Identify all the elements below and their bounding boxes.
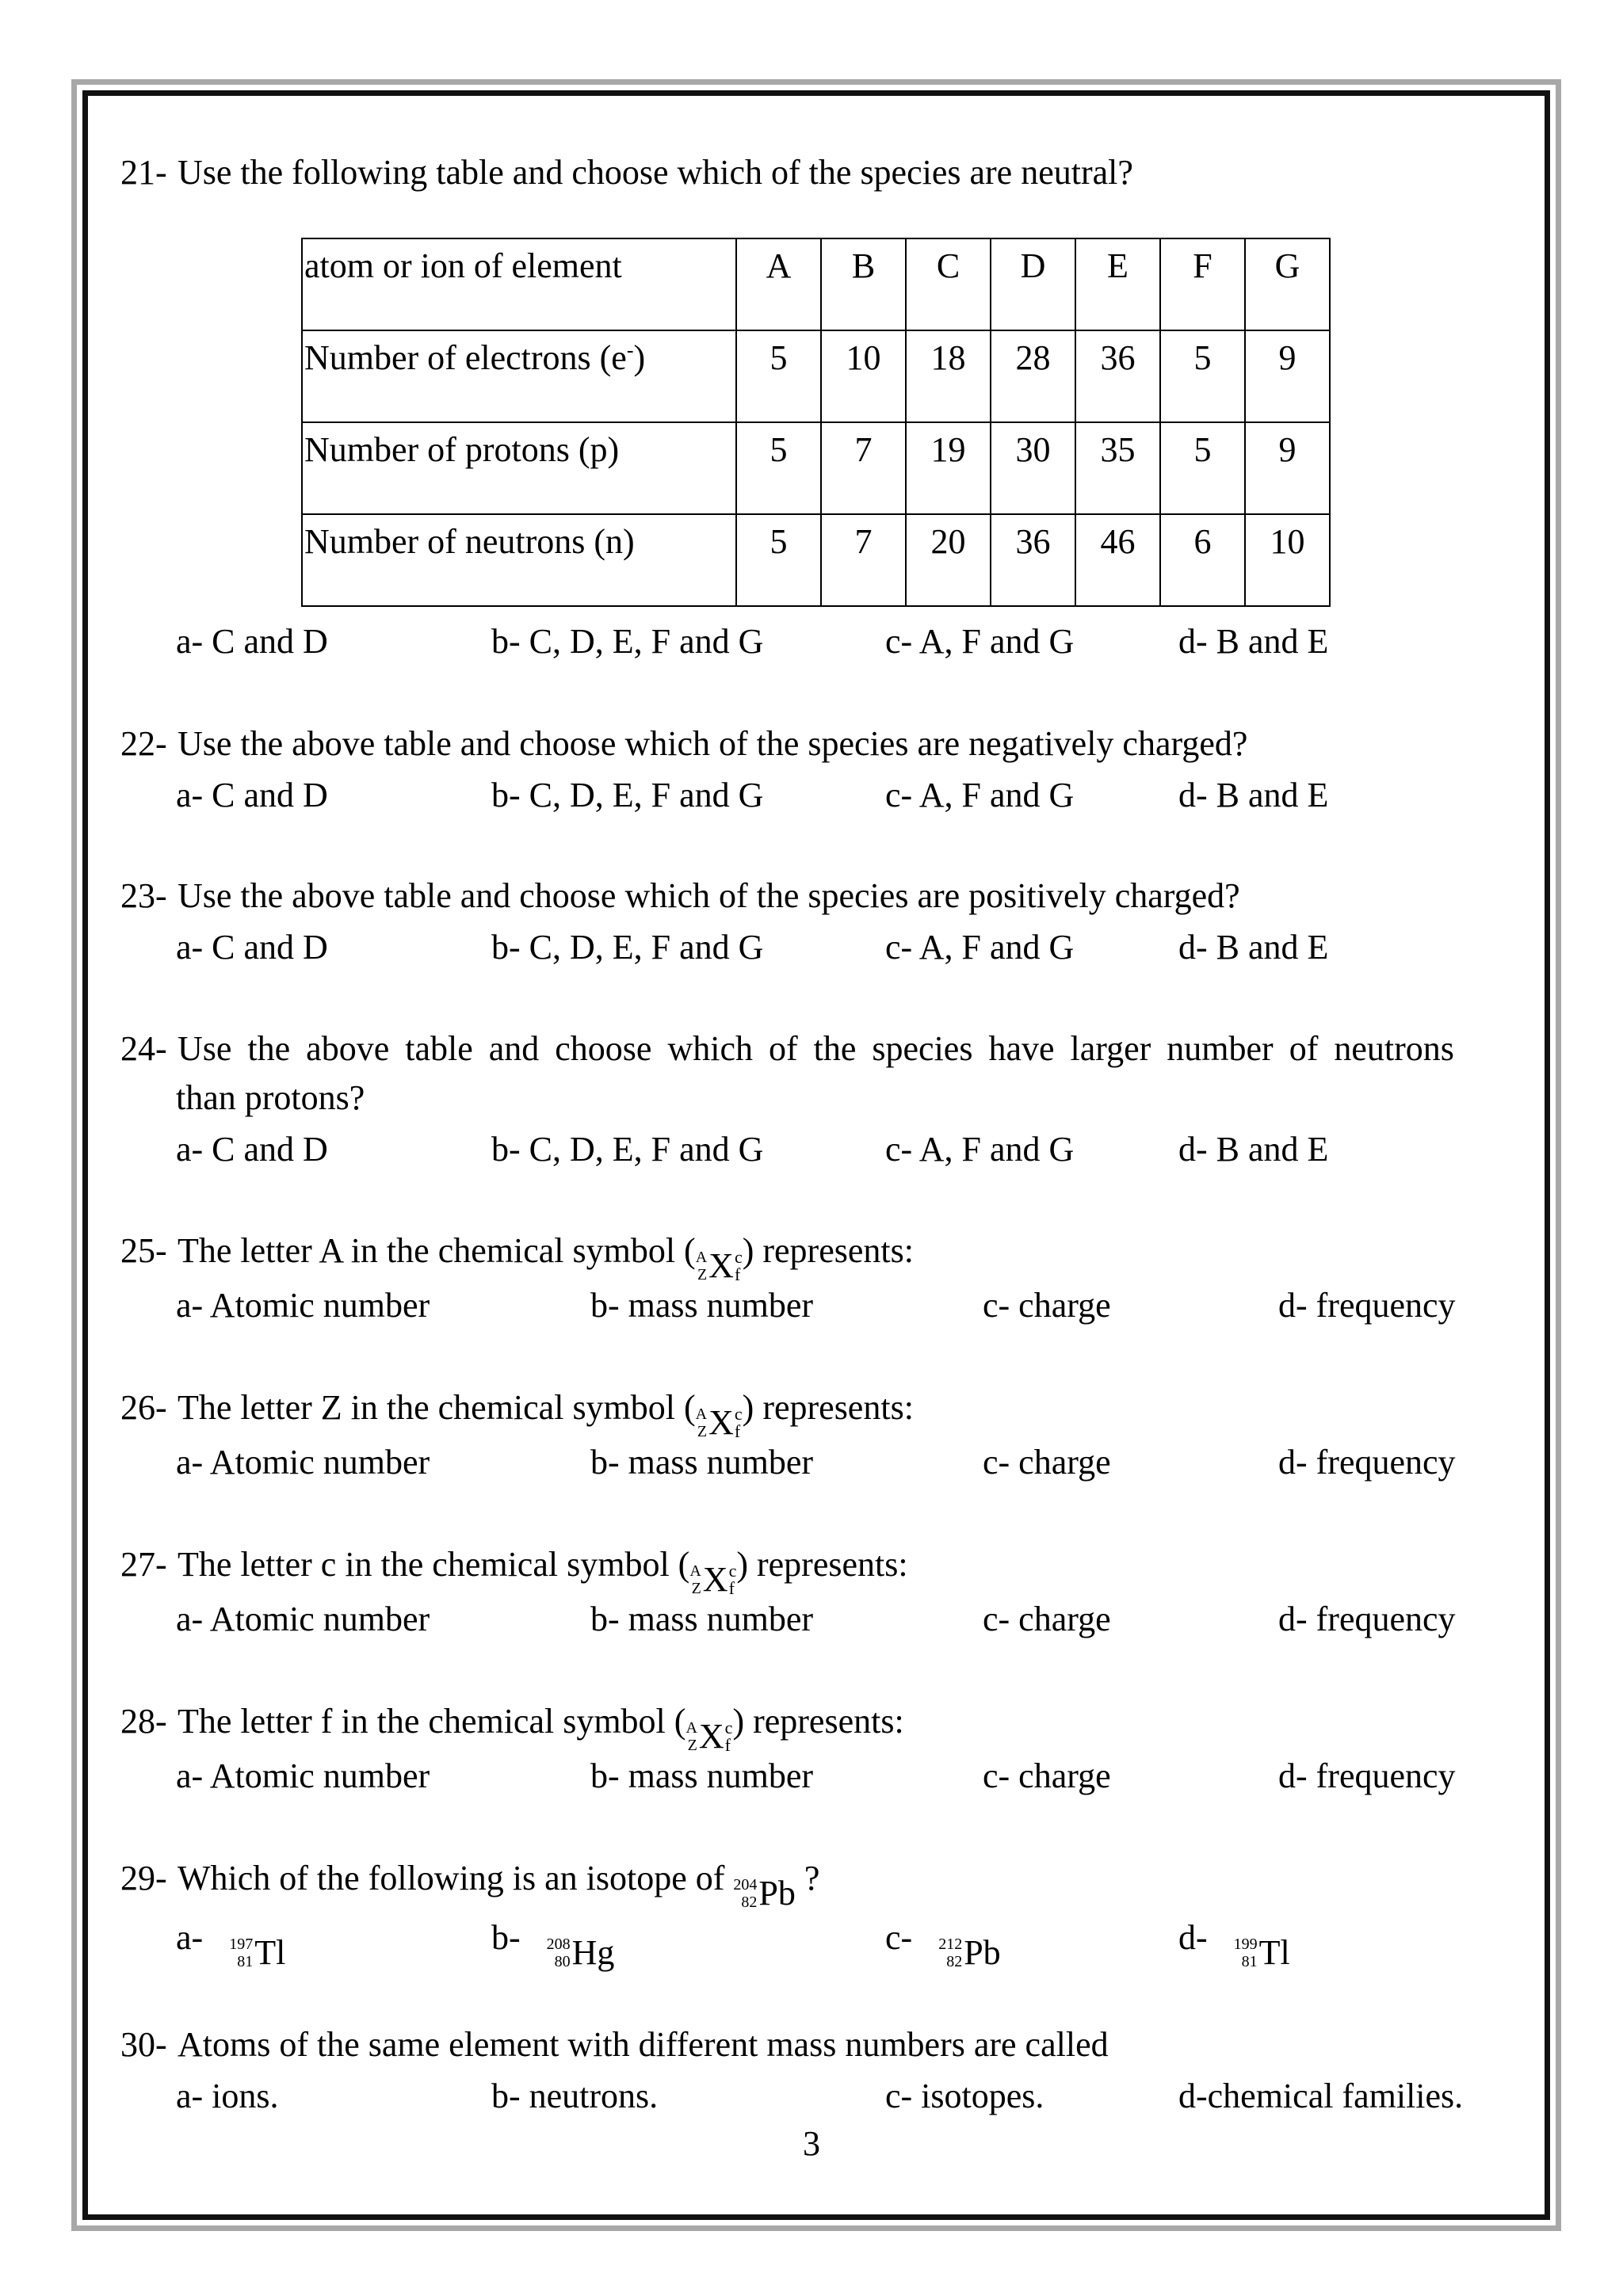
atomic-letter: Z [687, 1737, 697, 1754]
table-header-cell: C [906, 238, 991, 330]
question-text-pre: The letter c in the chemical symbol ( [178, 1545, 690, 1584]
option-prefix: a- [176, 1918, 204, 1957]
question-number: 23- [120, 876, 167, 915]
table-row-neutrons [302, 514, 1330, 606]
q28-option-d[interactable]: d- frequency [1278, 1756, 1456, 1795]
question-text-pre: The letter A in the chemical symbol ( [178, 1231, 696, 1270]
q27-option-b[interactable]: b- mass number [590, 1600, 814, 1638]
mass-letter: A [695, 1405, 708, 1423]
question-25 [120, 1230, 914, 1287]
q24-option-a[interactable]: a- C and D [176, 1130, 328, 1169]
q22-option-d[interactable]: d- B and E [1178, 776, 1329, 814]
q21-option-c[interactable]: c- A, F and G [885, 622, 1075, 661]
table-header-cell: E [1075, 238, 1160, 330]
table-cell: 5 [1160, 330, 1245, 422]
table-cell: 10 [821, 330, 906, 422]
element-letter: X [708, 1403, 734, 1442]
question-27 [120, 1544, 908, 1600]
table-cell: 35 [1075, 422, 1160, 514]
table-cell: 46 [1075, 514, 1160, 606]
atomic-letter: Z [697, 1266, 708, 1283]
table-cell: 9 [1245, 422, 1330, 514]
q29-option-d[interactable] [1178, 1917, 1290, 1974]
mass-number: 204 [733, 1876, 758, 1894]
nuclide-indices [1234, 1936, 1258, 1970]
q23-option-c[interactable]: c- A, F and G [885, 928, 1075, 967]
table-cell: 36 [991, 514, 1075, 606]
question-text-pre: The letter f in the chemical symbol ( [178, 1702, 686, 1741]
question-text-post: ) represents: [742, 1231, 914, 1270]
chemical-symbol [689, 1559, 736, 1600]
question-number: 24- [120, 1029, 167, 1068]
table-cell: 30 [991, 422, 1075, 514]
question-26 [120, 1387, 914, 1444]
table-header-cell: G [1245, 238, 1330, 330]
nuclide-indices [547, 1936, 571, 1970]
q26-option-d[interactable]: d- frequency [1278, 1443, 1456, 1482]
table-row-label [302, 330, 736, 422]
q23-option-a[interactable]: a- C and D [176, 928, 328, 967]
q26-option-c[interactable]: c- charge [983, 1443, 1111, 1482]
element-symbol: Pb [758, 1874, 796, 1913]
question-24 [120, 1028, 1454, 1070]
question-text-post: ) represents: [732, 1702, 904, 1741]
q25-option-a[interactable]: a- Atomic number [176, 1286, 430, 1325]
question-21 [120, 152, 1133, 193]
question-text: Atoms of the same element with different mass numbers are called [178, 2025, 1109, 2064]
option-prefix: b- [491, 1918, 521, 1957]
question-23 [120, 875, 1240, 917]
charge-letter: c [734, 1247, 743, 1267]
q29-option-a[interactable] [176, 1917, 285, 1974]
atomic-letter: Z [691, 1580, 701, 1597]
question-22 [120, 723, 1247, 765]
table-cell: 28 [991, 330, 1075, 422]
table-row-label: Number of protons (p) [302, 422, 736, 514]
atomic-number: 82 [741, 1894, 758, 1911]
table-header-cell: A [736, 238, 821, 330]
element-symbol: Pb [964, 1933, 1001, 1972]
charge-letter: c [724, 1718, 733, 1737]
mass-number: 208 [546, 1936, 571, 1953]
atomic-number: 82 [946, 1953, 963, 1970]
element-symbol: Tl [1258, 1933, 1290, 1972]
question-text-line1: Use the above table and choose which of the species have larger number of neutrons [178, 1029, 1454, 1068]
page-number: 3 [803, 2124, 820, 2163]
q30-option-a[interactable]: a- ions. [176, 2077, 279, 2115]
table-row-label: atom or ion of element [302, 238, 736, 330]
table-cell: 5 [736, 514, 821, 606]
table-cell: 5 [1160, 422, 1245, 514]
element-letter: X [698, 1717, 724, 1756]
mass-letter: A [689, 1562, 701, 1580]
question-30 [120, 2024, 1109, 2065]
mass-letter: A [685, 1719, 697, 1737]
frequency-letter: f [734, 1421, 741, 1441]
symbol-left-indices [689, 1562, 701, 1597]
element-symbol: Hg [571, 1933, 615, 1972]
frequency-letter: f [734, 1264, 741, 1284]
q29-option-c[interactable] [885, 1917, 1001, 1974]
symbol-left-indices [696, 1249, 707, 1283]
nuclide-symbol [938, 1932, 1000, 1974]
table-header-cell: F [1160, 238, 1245, 330]
symbol-left-indices [696, 1405, 707, 1440]
nuclide-indices [938, 1936, 962, 1970]
table-cell: 19 [906, 422, 991, 514]
table-row-header [302, 238, 1330, 330]
element-letter: X [702, 1560, 728, 1599]
question-text-post: ? [795, 1859, 820, 1897]
q29-option-b[interactable] [491, 1917, 614, 1974]
q28-option-c[interactable]: c- charge [983, 1756, 1111, 1795]
q25-option-b[interactable]: b- mass number [590, 1286, 814, 1325]
charge-letter: c [728, 1561, 737, 1581]
table-header-cell: B [821, 238, 906, 330]
atomic-letter: Z [697, 1423, 708, 1440]
question-text-line2: than protons? [176, 1078, 365, 1117]
question-text: Use the above table and choose which of the species are positively charged? [178, 876, 1240, 915]
question-text-pre: The letter Z in the chemical symbol ( [178, 1388, 696, 1427]
q27-option-d[interactable]: d- frequency [1278, 1600, 1456, 1638]
q22-option-a[interactable]: a- C and D [176, 776, 328, 814]
chemical-symbol [685, 1716, 732, 1757]
table-row-label: Number of neutrons (n) [302, 514, 736, 606]
q24-option-c[interactable]: c- A, F and G [885, 1130, 1075, 1169]
nuclide-symbol [733, 1873, 795, 1914]
atomic-number: 80 [554, 1953, 571, 1970]
q27-option-a[interactable]: a- Atomic number [176, 1600, 430, 1638]
q30-option-b[interactable]: b- neutrons. [491, 2077, 659, 2115]
symbol-right-indices [725, 1719, 733, 1754]
q28-option-b[interactable]: b- mass number [590, 1756, 814, 1795]
table-cell: 5 [736, 330, 821, 422]
symbol-right-indices [729, 1562, 737, 1597]
electrons-label-end: ) [633, 338, 646, 377]
table-header-cell: D [991, 238, 1075, 330]
nuclide-symbol [1234, 1932, 1290, 1974]
q30-option-d[interactable]: d-chemical families. [1178, 2077, 1464, 2115]
frequency-letter: f [724, 1735, 731, 1755]
mass-number: 199 [1233, 1936, 1258, 1953]
table-cell: 7 [821, 422, 906, 514]
q26-option-a[interactable]: a- Atomic number [176, 1443, 430, 1482]
table-cell: 10 [1245, 514, 1330, 606]
mass-number: 197 [229, 1936, 254, 1953]
q21-option-d[interactable]: d- B and E [1178, 622, 1329, 661]
q25-option-d[interactable]: d- frequency [1278, 1286, 1456, 1325]
table-cell: 36 [1075, 330, 1160, 422]
question-number: 28- [120, 1702, 167, 1741]
question-text: Use the above table and choose which of the species are negatively charged? [178, 724, 1248, 763]
table-cell: 9 [1245, 330, 1330, 422]
question-number: 22- [120, 724, 167, 763]
question-text-pre: Which of the following is an isotope of [178, 1859, 734, 1897]
table-cell: 18 [906, 330, 991, 422]
nuclide-indices [229, 1936, 253, 1970]
question-29 [120, 1858, 819, 1914]
symbol-left-indices [685, 1719, 697, 1754]
q21-option-b[interactable]: b- C, D, E, F and G [491, 622, 764, 661]
element-letter: X [708, 1246, 734, 1285]
q24-option-b[interactable]: b- C, D, E, F and G [491, 1130, 764, 1169]
frequency-letter: f [728, 1578, 735, 1598]
q21-option-a[interactable]: a- C and D [176, 622, 328, 661]
table-cell: 20 [906, 514, 991, 606]
chemical-symbol [696, 1402, 743, 1444]
option-prefix: c- [885, 1918, 913, 1957]
question-number: 27- [120, 1545, 167, 1584]
nuclide-indices [733, 1876, 757, 1911]
q26-option-b[interactable]: b- mass number [590, 1443, 814, 1482]
species-table [301, 238, 1331, 607]
table-cell: 6 [1160, 514, 1245, 606]
mass-letter: A [695, 1249, 708, 1266]
chemical-symbol [696, 1245, 743, 1287]
symbol-right-indices [735, 1405, 743, 1440]
q27-option-c[interactable]: c- charge [983, 1600, 1111, 1638]
q22-option-c[interactable]: c- A, F and G [885, 776, 1075, 814]
question-number: 25- [120, 1231, 167, 1270]
q24-option-d[interactable]: d- B and E [1178, 1130, 1329, 1169]
q23-option-d[interactable]: d- B and E [1178, 928, 1329, 967]
atomic-number: 81 [1241, 1953, 1258, 1970]
atomic-number: 81 [237, 1953, 254, 1970]
option-prefix: d- [1178, 1918, 1208, 1957]
table-cell: 7 [821, 514, 906, 606]
element-symbol: Tl [254, 1933, 286, 1972]
table-cell: 5 [736, 422, 821, 514]
question-number: 30- [120, 2025, 167, 2064]
question-text: Use the following table and choose which of the species are neutral? [178, 153, 1133, 192]
charge-letter: c [734, 1404, 743, 1424]
question-number: 26- [120, 1388, 167, 1427]
electron-charge-sup: - [626, 338, 634, 362]
electrons-label: Number of electrons (e [304, 338, 627, 377]
symbol-right-indices [735, 1249, 743, 1283]
question-number: 29- [120, 1859, 167, 1897]
nuclide-symbol [229, 1932, 285, 1974]
q30-option-c[interactable]: c- isotopes. [885, 2077, 1044, 2115]
q22-option-b[interactable]: b- C, D, E, F and G [491, 776, 764, 814]
q23-option-b[interactable]: b- C, D, E, F and G [491, 928, 764, 967]
q28-option-a[interactable]: a- Atomic number [176, 1756, 430, 1795]
table-row-electrons [302, 330, 1330, 422]
nuclide-symbol [547, 1932, 615, 1974]
table-row-protons [302, 422, 1330, 514]
question-number: 21- [120, 153, 167, 192]
question-text-post: ) represents: [742, 1388, 914, 1427]
question-24-continued [176, 1077, 365, 1119]
mass-number: 212 [938, 1936, 963, 1953]
q25-option-c[interactable]: c- charge [983, 1286, 1111, 1325]
question-text-post: ) represents: [736, 1545, 908, 1584]
question-28 [120, 1701, 904, 1757]
